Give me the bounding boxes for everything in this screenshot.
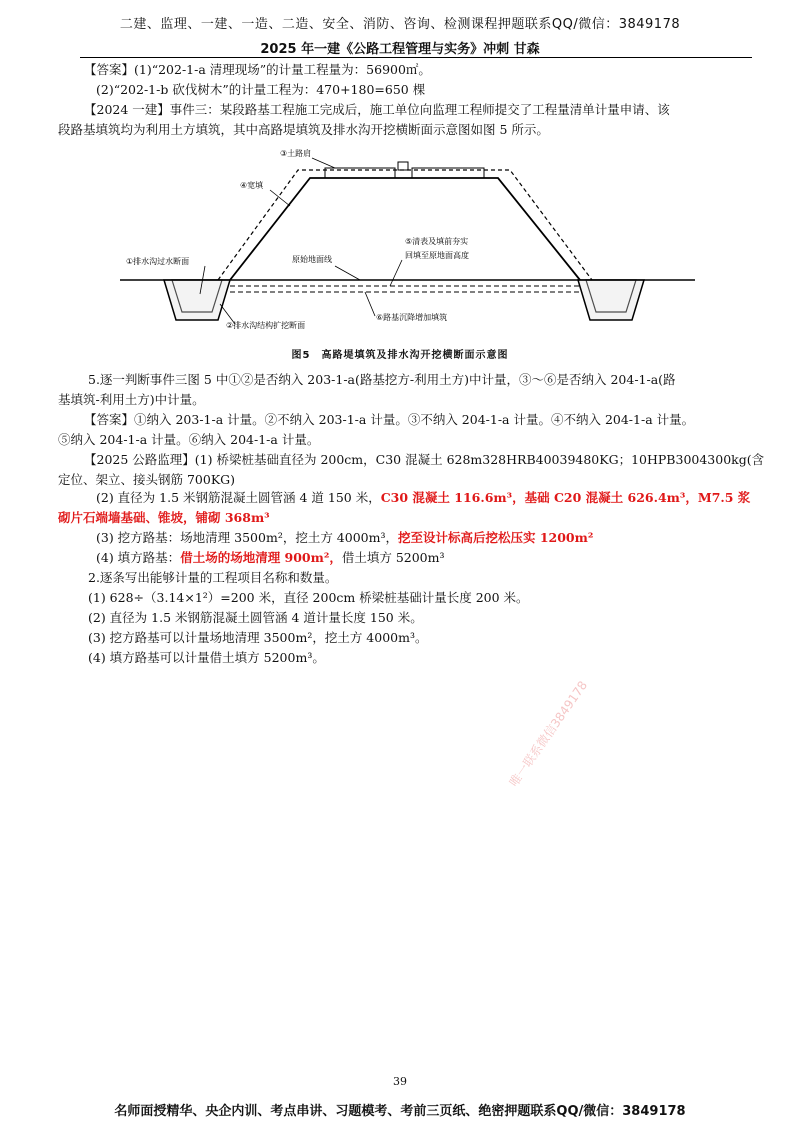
header-divider	[80, 57, 752, 58]
question-5-line-1: 5.逐一判断事件三图 5 中①②是否纳入 203-1-a(路基挖方-利用土方)中计量，③～⑥是否纳入 204-1-a(路	[88, 372, 676, 387]
answer-line-2: (2)“202-1-b 砍伐树木”的计量工程为：470+180=650 棵	[96, 82, 426, 97]
header-course-title: 2025 年一建《公路工程管理与实务》冲刺 甘森	[260, 42, 540, 57]
supervision-item-1-line-1: 【2025 公路监理】(1) 桥梁桩基础直径为 200cm，C30 混凝土 628m328HRB40039480KG；10HPB3004300kg(含	[84, 452, 765, 467]
answer-5-line-1: 【答案】①纳入 203-1-a 计量。②不纳入 203-1-a 计量。③不纳入 204-1-a 计量。④不纳入 204-1-a 计量。	[84, 412, 695, 427]
event-three-line-1: 【2024 一建】事件三：某段路基工程施工完成后，施工单位向监理工程师提交了工程量清单计量申请、该	[84, 102, 670, 117]
question-2-answer-3: (3) 挖方路基可以计量场地清理 3500m²，挖土方 4000m³。	[88, 630, 428, 645]
question-2-answer-1: (1) 628÷（3.14×1²）=200 米，直径 200cm 桥梁桩基础计量长度 200 米。	[88, 590, 529, 605]
label-backfill-ground: 回填至原地面高度	[405, 251, 469, 260]
event-three-line-2: 段路基填筑均为利用土方填筑，其中高路堤填筑及排水沟开挖横断面示意图如图 5 所示。	[58, 122, 549, 137]
question-2-answer-4: (4) 填方路基可以计量借土填方 5200m³。	[88, 650, 325, 665]
answer-line-1: 【答案】(1)“202-1-a 清理现场”的计量工程量为：56900㎡。	[84, 62, 431, 77]
footer-contact-line: 名师面授精华、央企内训、考点串讲、习题模考、考前三页纸、绝密押题联系QQ/微信：3849178	[114, 1104, 686, 1119]
right-ditch-outer	[578, 280, 644, 320]
supervision-item-2-line-1: (2) 直径为 1.5 米钢筋混凝土圆管涵 4 道 150 米，C30 混凝土 116.6m³，基础 C20 混凝土 626.4m³，M7.5 浆	[96, 490, 751, 505]
label-settlement-fill: ⑥路基沉降增加填筑	[376, 313, 448, 322]
label-wide-fill: ④宽填	[240, 181, 264, 190]
label-original-ground: 原始地面线	[292, 255, 332, 264]
question-2-answer-2: (2) 直径为 1.5 米钢筋混凝土圆管涵 4 道计量长度 150 米。	[88, 610, 423, 625]
supervision-item-4: (4) 填方路基：借土场的场地清理 900m²，借土填方 5200m³	[96, 550, 445, 565]
label-earth-shoulder: ③土路肩	[280, 149, 312, 158]
crown-box	[398, 162, 408, 170]
answer-5-line-2: ⑤纳入 204-1-a 计量。⑥纳入 204-1-a 计量。	[58, 432, 320, 447]
figure-caption: 图5 高路堤填筑及排水沟开挖横断面示意图	[291, 350, 509, 361]
embankment-outline	[230, 178, 580, 280]
supervision-item-2-line-2: 砌片石端墙基础、锥坡，铺砌 368m³	[58, 510, 270, 525]
question-2-title: 2.逐条写出能够计量的工程项目名称和数量。	[88, 570, 338, 585]
label-clearing-compaction: ⑤清表及填前夯实	[405, 237, 469, 246]
left-ditch-outer	[164, 280, 230, 320]
page-number: 39	[393, 1075, 407, 1088]
question-5-line-2: 基填筑-利用土方)中计量。	[58, 392, 205, 407]
supervision-item-1-line-2: 定位、架立、接头钢筋 700KG)	[58, 472, 236, 487]
watermark: 唯一联系微信3849178	[506, 678, 591, 790]
label-ditch-flow-section: ①排水沟过水断面	[126, 257, 190, 266]
header-contact-line: 二建、监理、一建、一造、二造、安全、消防、咨询、检测课程押题联系QQ/微信：3849178	[119, 17, 681, 32]
label-ditch-excavation: ②排水沟结构扩挖断面	[226, 321, 306, 330]
embankment-cross-section-figure	[120, 144, 700, 344]
supervision-item-3: (3) 挖方路基：场地清理 3500m²，挖土方 4000m³，挖至设计标高后挖松压实 1200m²	[96, 530, 594, 545]
